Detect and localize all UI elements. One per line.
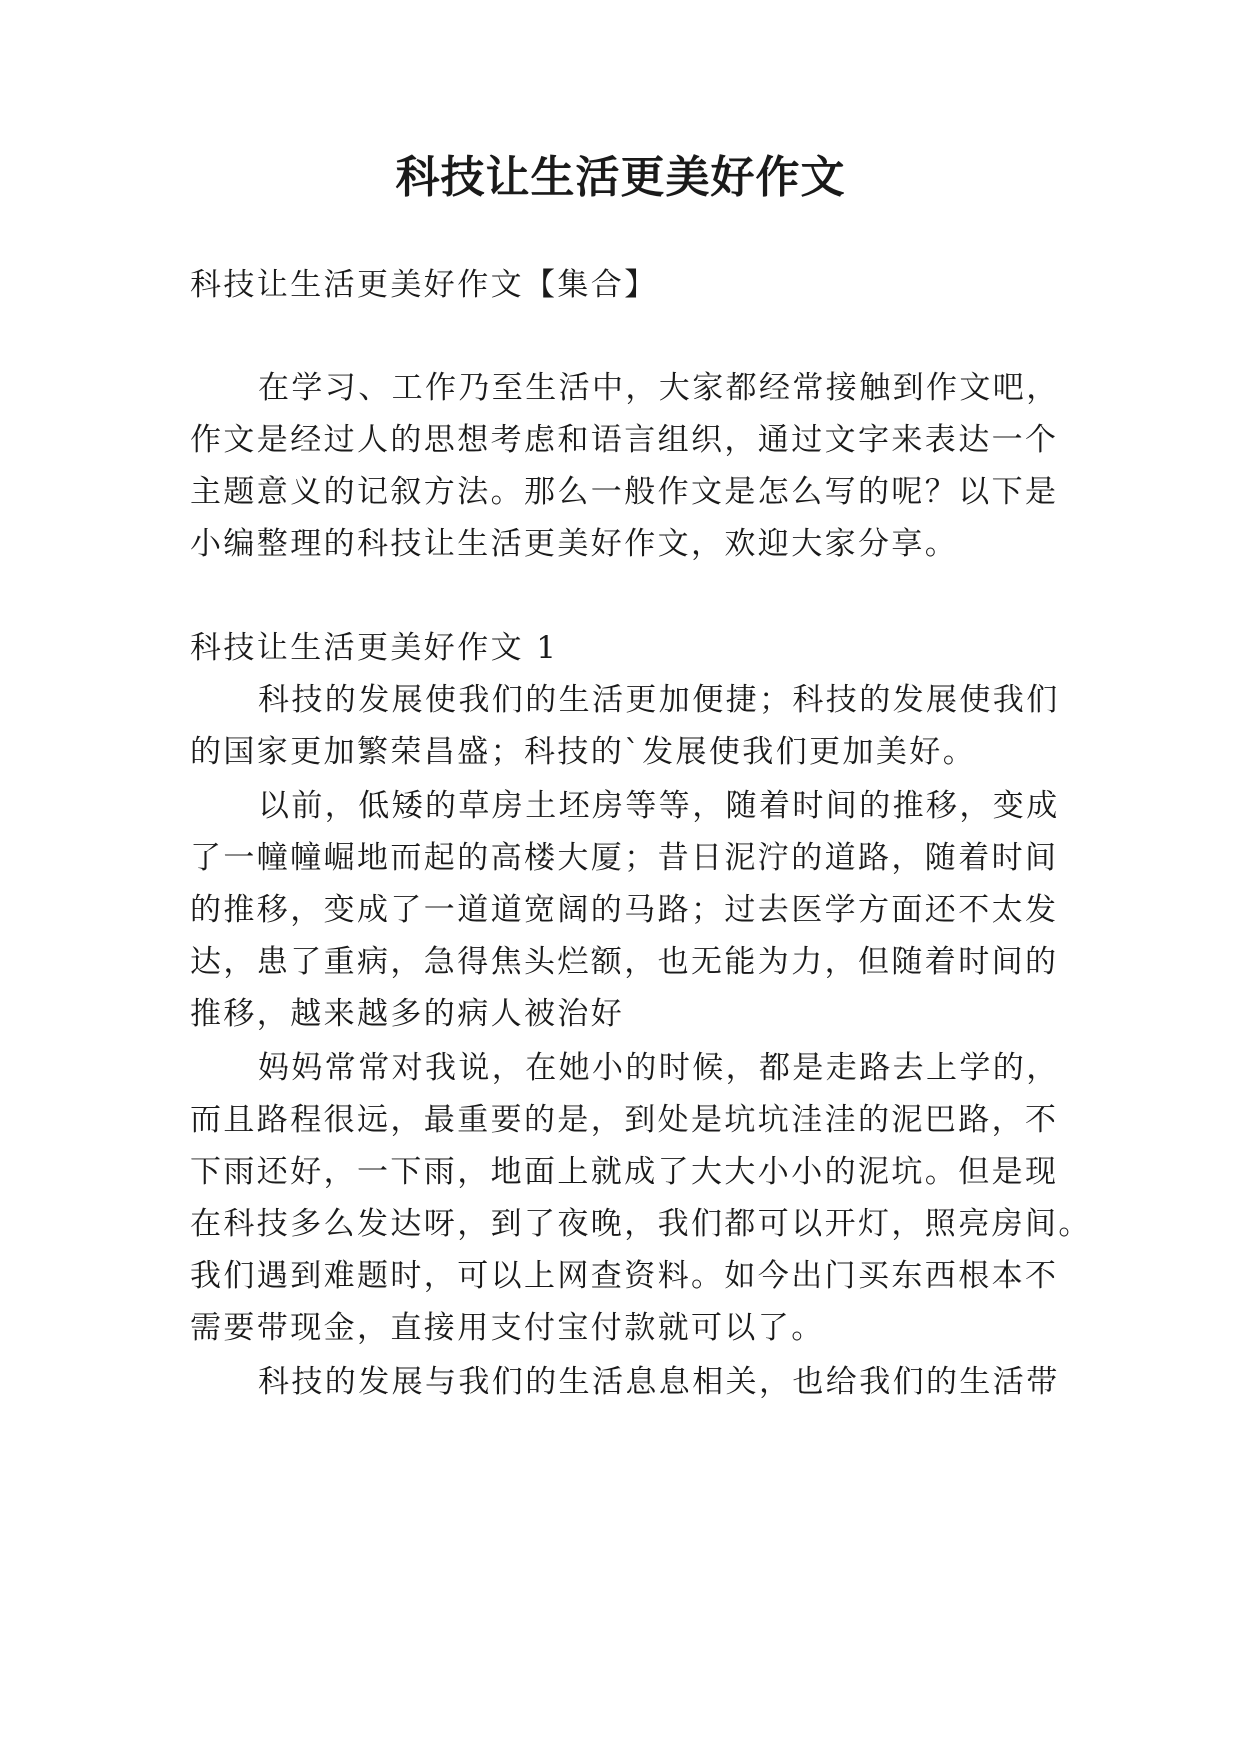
essay-heading: 科技让生活更美好作文 1 <box>190 630 559 666</box>
paragraph-2-line: 推移，越来越多的病人被治好 <box>190 996 625 1032</box>
intro-line: 主题意义的记叙方法。那么一般作文是怎么写的呢？以下是 <box>190 474 1059 510</box>
paragraph-2-line: 了一幢幢崛地而起的高楼大厦；昔日泥泞的道路，随着时间 <box>190 840 1059 876</box>
intro-line: 在学习、工作乃至生活中，大家都经常接触到作文吧， <box>258 370 1060 406</box>
document-title: 科技让生活更美好作文 <box>395 152 846 203</box>
paragraph-3-line: 在科技多么发达呀，到了夜晚，我们都可以开灯，照亮房间。 <box>190 1206 1092 1242</box>
intro-line: 小编整理的科技让生活更美好作文，欢迎大家分享。 <box>190 526 959 562</box>
paragraph-2-line: 以前，低矮的草房土坯房等等，随着时间的推移，变成 <box>258 788 1060 824</box>
paragraph-1-line: 的国家更加繁荣昌盛；科技的`发展使我们更加美好。 <box>190 734 977 770</box>
paragraph-3-line: 下雨还好，一下雨，地面上就成了大大小小的泥坑。但是现 <box>190 1154 1059 1190</box>
paragraph-3-line: 我们遇到难题时，可以上网查资料。如今出门买东西根本不 <box>190 1258 1059 1294</box>
intro-line: 作文是经过人的思想考虑和语言组织，通过文字来表达一个 <box>190 422 1059 458</box>
paragraph-4-line: 科技的发展与我们的生活息息相关，也给我们的生活带 <box>258 1364 1060 1400</box>
paragraph-1-line: 科技的发展使我们的生活更加便捷；科技的发展使我们 <box>258 682 1060 718</box>
document-subtitle: 科技让生活更美好作文【集合】 <box>190 267 658 303</box>
paragraph-3-line: 妈妈常常对我说，在她小的时候，都是走路去上学的， <box>258 1050 1060 1086</box>
paragraph-2-line: 达，患了重病，急得焦头烂额，也无能为力，但随着时间的 <box>190 944 1059 980</box>
paragraph-3-line: 需要带现金，直接用支付宝付款就可以了。 <box>190 1310 825 1346</box>
paragraph-3-line: 而且路程很远，最重要的是，到处是坑坑洼洼的泥巴路，不 <box>190 1102 1059 1138</box>
paragraph-2-line: 的推移，变成了一道道宽阔的马路；过去医学方面还不太发 <box>190 892 1059 928</box>
